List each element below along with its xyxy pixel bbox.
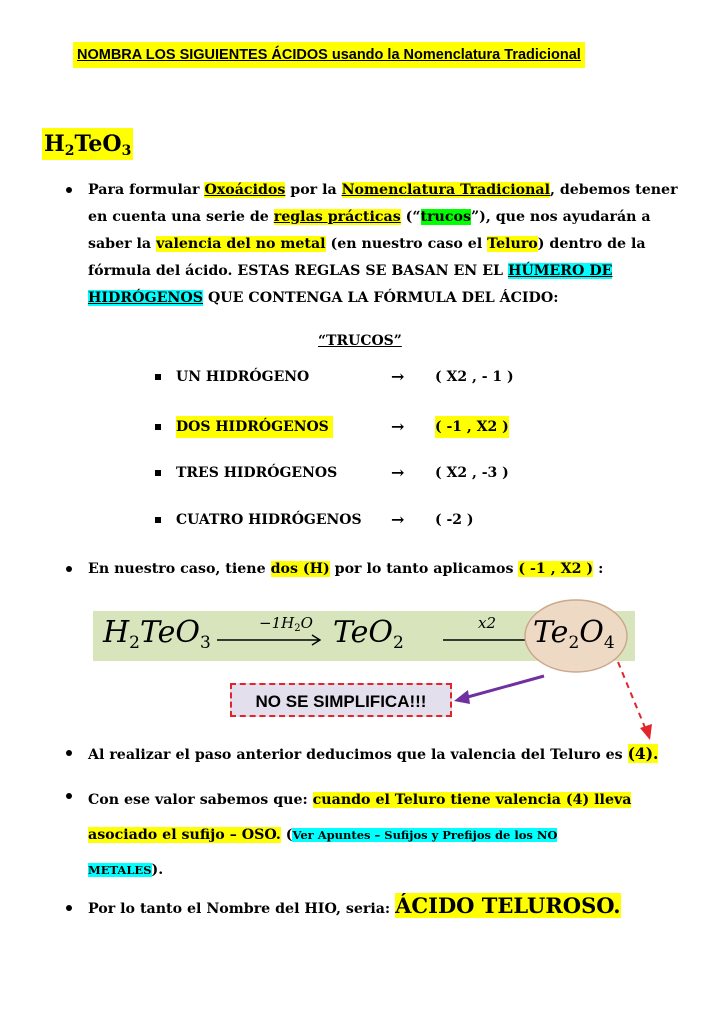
eq-arrow-1-icon (217, 633, 327, 647)
eq-product-sub: 2 (568, 633, 580, 653)
trucos-heading: “TRUCOS” (318, 333, 402, 349)
eq-intermediate-sub: 2 (393, 633, 404, 653)
p1-line-3 (88, 231, 688, 258)
eq-reactant-teo: TeO (140, 615, 201, 650)
purple-pointer-arrow-icon (450, 670, 550, 710)
p3-text: Al realizar el paso anterior deducimos que la valencia del Teluro es (88, 747, 628, 763)
formula-h: H (44, 131, 65, 157)
eq-step1-text: O (300, 614, 313, 632)
p1-text: ”), que nos ayudarán a (470, 209, 651, 225)
p4-highlight-metales: METALES (88, 863, 152, 877)
final-acid-name: ÁCIDO TELUROSO. (395, 893, 621, 918)
bullet-1 (66, 187, 72, 193)
page-title: NOMBRA LOS SIGUIENTES ÁCIDOS usando la Nomenclatura Tradicional (73, 42, 585, 68)
eq-product-sub: 4 (603, 633, 615, 653)
paragraph-rules-intro (88, 177, 688, 312)
rule-bullet (155, 470, 161, 476)
p1-highlight-hidrogenos: HIDRÓGENOS (88, 290, 203, 306)
eq-reactant-h: H (103, 615, 130, 650)
rule-3-arrow-icon: → (391, 463, 405, 482)
p4-line-2 (88, 818, 688, 853)
acid-formula-heading (42, 128, 133, 160)
paragraph-valencia (88, 740, 688, 769)
bullet-4 (66, 793, 72, 799)
formula-sub-2: 2 (64, 143, 75, 159)
p4-line-1 (88, 783, 688, 818)
bullet-3 (66, 750, 72, 756)
p4-highlight-oso: asociado el sufijo – OSO. (88, 827, 281, 843)
p1-highlight-teluro: Teluro (487, 236, 538, 252)
rule-4-label: CUATRO HIDRÓGENOS (176, 512, 362, 528)
formula-teo: TeO (74, 131, 122, 157)
rule-1-arrow-icon: → (391, 367, 405, 386)
eq-product-te: Te (533, 615, 569, 650)
p1-highlight-oxoacidos: Oxoácidos (204, 182, 286, 198)
eq-intermediate (333, 615, 404, 653)
eq-reactant-sub: 3 (200, 633, 211, 653)
p1-highlight-valencia: valencia del no metal (156, 236, 326, 252)
p4-line-3 (88, 853, 688, 888)
p1-line-2 (88, 204, 688, 231)
p4-highlight-ver-apuntes: Ver Apuntes – Sufijos y Prefijos de los NO (292, 828, 558, 842)
eq-step1-text: −1H (259, 614, 295, 632)
p1-highlight-nomenclatura: Nomenclatura Tradicional (341, 182, 550, 198)
rule-bullet (155, 517, 161, 523)
p5-text: Por lo tanto el Nombre del HIO, seria: (88, 901, 396, 917)
p1-text: en cuenta una serie de (88, 209, 274, 225)
p4-text: ( (280, 827, 293, 843)
eq-intermediate-teo: TeO (333, 615, 394, 650)
rule-bullet (155, 424, 161, 430)
rule-3-label: TRES HIDRÓGENOS (176, 465, 338, 481)
red-dashed-arrow-icon (610, 660, 660, 745)
p1-text: (en nuestro caso el (325, 236, 488, 252)
p1-text: (“ (400, 209, 421, 225)
rule-2-arrow-icon: → (391, 417, 405, 436)
p1-text: saber la (88, 236, 157, 252)
rule-3-value: ( X2 , -3 ) (435, 465, 509, 481)
p1-text: Para formular (88, 182, 205, 198)
p2-text: : (593, 561, 604, 577)
p1-line-5 (88, 285, 688, 312)
p2-highlight-dos-h: dos (H) (270, 561, 330, 577)
eq-step-2-label: x2 (478, 614, 497, 632)
eq-step1-sub: 2 (294, 623, 301, 634)
eq-reactant-sub: 2 (129, 633, 140, 653)
rule-4-value: ( -2 ) (435, 512, 474, 528)
p4-text: Con ese valor sabemos que: (88, 792, 313, 808)
eq-product-o: O (579, 615, 604, 650)
p4-highlight-cuando: cuando el Teluro tiene valencia (4) lleva (312, 792, 632, 808)
p3-highlight-four: (4). (627, 744, 659, 763)
paragraph-sufijo (88, 783, 688, 888)
eq-reactant (103, 615, 211, 653)
bullet-5 (66, 905, 72, 911)
formula-sub-3: 3 (121, 143, 132, 159)
p1-text: QUE CONTENGA LA FÓRMULA DEL ÁCIDO: (203, 290, 559, 306)
p1-text: por la (285, 182, 342, 198)
p1-text: ) dentro de la (537, 236, 646, 252)
rule-2-value: ( -1 , X2 ) (435, 416, 509, 438)
no-simplifica-callout: NO SE SIMPLIFICA!!! (230, 683, 452, 717)
p2-text: por lo tanto aplicamos (329, 561, 519, 577)
rule-2-label: DOS HIDRÓGENOS (176, 416, 333, 438)
p1-highlight-reglas: reglas prácticas (273, 209, 401, 225)
p1-highlight-trucos: trucos (420, 209, 471, 225)
paragraph-apply (88, 556, 688, 583)
p1-line-1 (88, 177, 688, 204)
rule-1-value: ( X2 , - 1 ) (435, 369, 514, 385)
p1-line-4 (88, 258, 688, 285)
p2-highlight-rule: ( -1 , X2 ) (518, 561, 594, 577)
rule-4-arrow-icon: → (391, 510, 405, 529)
p4-text: ). (151, 862, 164, 878)
rule-1-label: UN HIDRÓGENO (176, 369, 310, 385)
rule-bullet (155, 374, 161, 380)
eq-step-1-label (259, 614, 313, 634)
p1-highlight-humero: HÚMERO DE (507, 263, 613, 279)
paragraph-nombre-final (88, 890, 688, 925)
p1-text: fórmula del ácido. ESTAS REGLAS SE BASAN EN EL (88, 263, 508, 279)
bullet-2 (66, 566, 72, 572)
p1-text: , debemos tener (549, 182, 678, 198)
p2-text: En nuestro caso, tiene (88, 561, 271, 577)
eq-product (533, 615, 615, 653)
